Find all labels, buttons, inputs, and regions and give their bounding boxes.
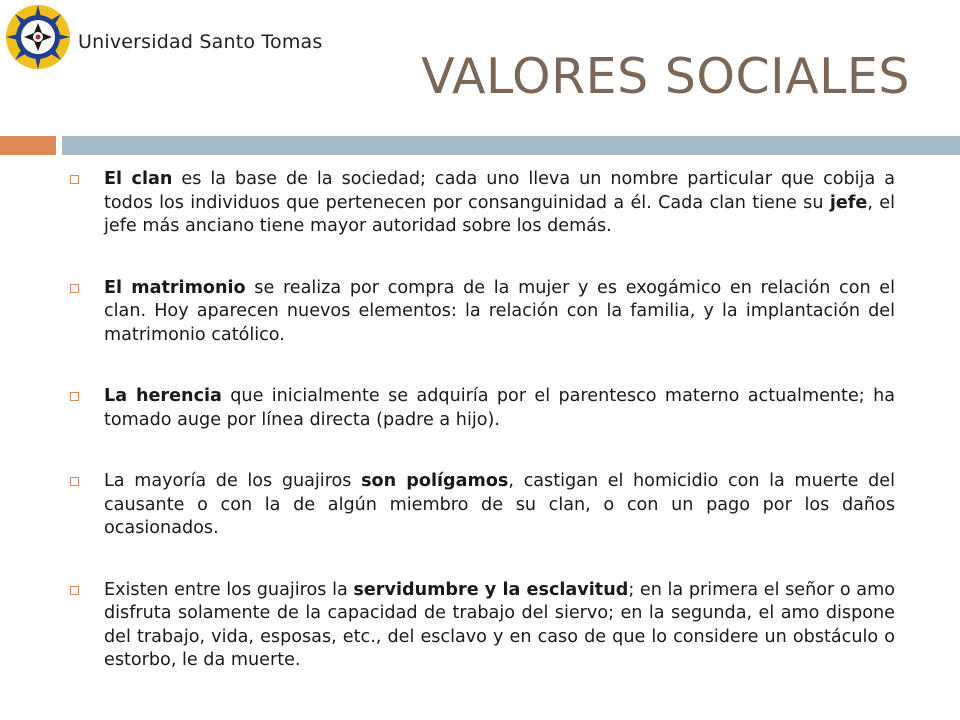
bullet-text: ; en la primera el señor o amo disfruta solamente de la capacidad de trabajo del siervo; en la segunda, el amo dispone del trabajo, vida, esposas, etc., del esclavo y en caso de que lo considere un obstáculo o estorbo, le da muerte. [104,579,895,670]
bold-term: servidumbre y la esclavitud [353,579,629,600]
bold-term: son polígamos [361,471,509,491]
slide-title: VALORES SOCIALES [421,48,910,105]
header-bar [62,136,960,155]
university-name: Universidad Santo Tomas [78,31,323,53]
bullet-item-poligamos [70,470,895,541]
bullet-text: que inicialmente se adquiría por el parentesco materno actualmente; ha tomado auge por línea directa (padre a hijo). [104,386,895,430]
bullet-text: es la base de la sociedad; cada uno lleva un nombre particular que cobija a todos los individuos que pertenecen por consanguinidad a él. Cada clan tiene su [104,169,895,213]
bullet-text: , castigan el homicidio con la muerte del causante o con la de algún miembro de su clan, o con un pago por los daños ocasionados. [104,471,895,538]
bullet-list [70,168,895,673]
bold-term: jefe [829,192,868,213]
bold-term: La herencia [104,386,222,406]
bullet-item-herencia [70,385,895,432]
square-bullet-icon [70,586,79,595]
accent-bar [0,136,56,155]
bold-term: El clan [104,169,173,189]
square-bullet-icon [70,477,79,486]
university-seal-icon [5,4,71,70]
bullet-text: La mayoría de los guajiros [104,471,362,491]
bullet-item-clan [70,168,895,239]
bullet-text: , el jefe más anciano tiene mayor autoridad sobre los demás. [104,192,895,236]
bullet-text: se realiza por compra de la mujer y es exogámico en relación con el clan. Hoy aparecen nuevos elementos: la relación con la familia, y la implantación del matrimonio católico. [104,277,895,345]
bullet-text: Existen entre los guajiros la [104,579,354,600]
square-bullet-icon [70,284,79,293]
square-bullet-icon [70,392,79,401]
bold-term: El matrimonio [104,277,246,298]
square-bullet-icon [70,175,79,184]
bullet-item-matrimonio [70,277,895,348]
bullet-item-servidumbre [70,579,895,673]
